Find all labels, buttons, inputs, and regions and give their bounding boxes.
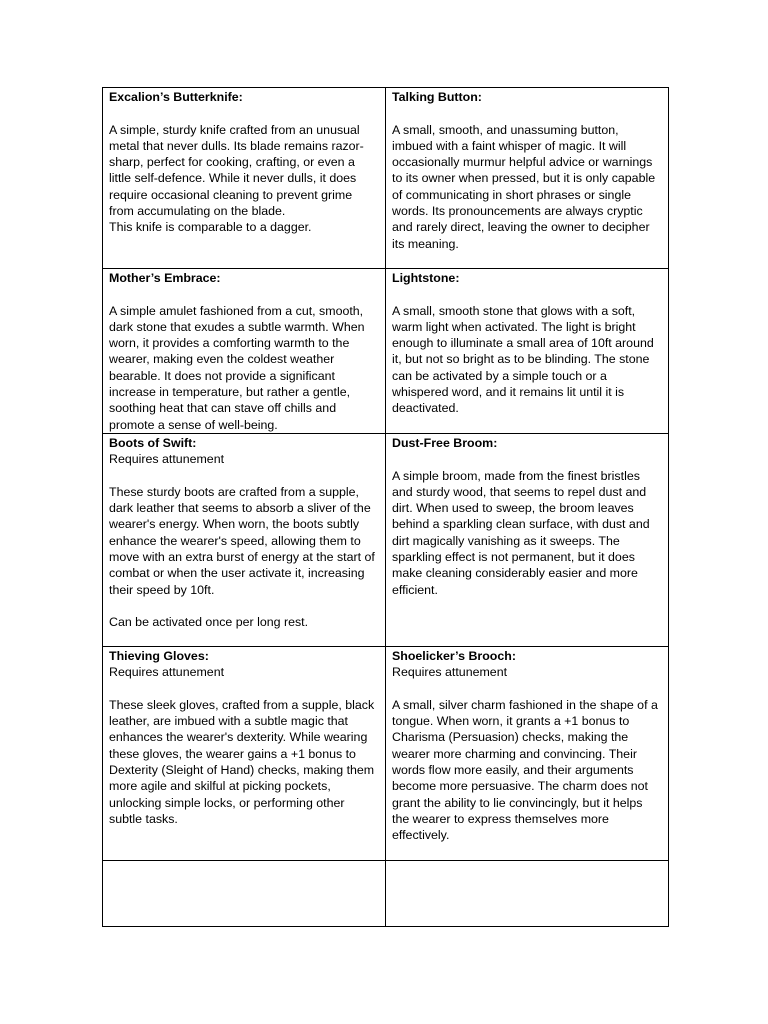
card-description: These sturdy boots are crafted from a supple, dark leather that seems to absorb a sliver of the wearer's energy. When worn, the boots subtly enhance the wearer's speed, allowing them to move with an extra burst of energy at the start of combat or when the user activate it, increasing their speed by 10ft. [109, 484, 375, 597]
item-card [386, 88, 669, 269]
item-card [103, 647, 386, 861]
card-title: Shoelicker’s Brooch: [392, 649, 516, 663]
card-title: Excalion’s Butterknife: [109, 90, 243, 104]
item-card [386, 434, 669, 647]
item-card [386, 647, 669, 861]
empty-card [386, 861, 669, 927]
table-row [103, 269, 669, 434]
card-title: Mother’s Embrace: [109, 271, 221, 285]
empty-card [103, 861, 386, 927]
card-description: These sleek gloves, crafted from a supple, black leather, are imbued with a subtle magic that enhances the wearer's dexterity. While wearing these gloves, the wearer gains a +1 bonus to Dexterity (Sleight of Hand) checks, making them more agile and skilful at picking pockets, unlocking simple locks, or performing other subtle tasks. [109, 697, 375, 826]
card-description: A simple, sturdy knife crafted from an unusual metal that never dulls. Its blade remains razor-sharp, perfect for cooking, crafting, or even a little self-defence. While it never dulls, it does require occasional cleaning to prevent grime from accumulating on the blade. [109, 122, 364, 219]
card-description: A small, smooth stone that glows with a soft, warm light when activated. The light is bright enough to illuminate a small area of 10ft around it, but not so bright as to be blinding. The stone can be activated by a simple touch or a whispered word, and it remains lit until it is deactivated. [392, 303, 654, 416]
item-card [103, 88, 386, 269]
item-card [103, 269, 386, 434]
card-description: Can be activated once per long rest. [109, 615, 309, 630]
table-row [103, 647, 669, 861]
card-title: Thieving Gloves: [109, 649, 209, 663]
card-title: Lightstone: [392, 271, 460, 285]
card-description: A small, smooth, and unassuming button, imbued with a faint whisper of magic. It will occasionally murmur helpful advice or warnings to its owner when pressed, but it is only capable of communicating in short phrases or single words. Its pronouncements are always cryptic and rarely direct, leaving the owner to decipher its meaning. [392, 122, 656, 251]
attunement-note: Requires attunement [392, 665, 508, 680]
card-description: A simple broom, made from the finest bristles and sturdy wood, that seems to repel dust and dirt. When used to sweep, the broom leaves behind a sparkling clean surface, with dust and dirt magically vanishing as it sweeps. The sparkling effect is not permanent, but it does make cleaning considerably easier and more efficient. [392, 468, 650, 597]
item-card [386, 269, 669, 434]
table-row [103, 861, 669, 927]
attunement-note: Requires attunement [109, 452, 225, 467]
table-row [103, 88, 669, 269]
card-title: Boots of Swift: [109, 436, 197, 450]
item-card-table [102, 87, 669, 927]
card-title: Dust-Free Broom: [392, 436, 498, 450]
card-description: A simple amulet fashioned from a cut, smooth, dark stone that exudes a subtle warmth. When worn, it provides a comforting warmth to the wearer, making even the coldest weather bearable. It does not provide a significant increase in temperature, but rather a gentle, soothing heat that can stave off chills and promote a sense of well-being. [109, 303, 365, 432]
card-description: This knife is comparable to a dagger. [109, 220, 312, 235]
card-description: A small, silver charm fashioned in the shape of a tongue. When worn, it grants a +1 bonus to Charisma (Persuasion) checks, making the wearer more charming and convincing. Their words flow more easily, and their arguments become more persuasive. The charm does not grant the ability to lie convincingly, but it helps the wearer to express themselves more effectively. [392, 697, 658, 843]
table-row [103, 434, 669, 647]
card-title: Talking Button: [392, 90, 482, 104]
attunement-note: Requires attunement [109, 665, 225, 680]
item-card [103, 434, 386, 647]
